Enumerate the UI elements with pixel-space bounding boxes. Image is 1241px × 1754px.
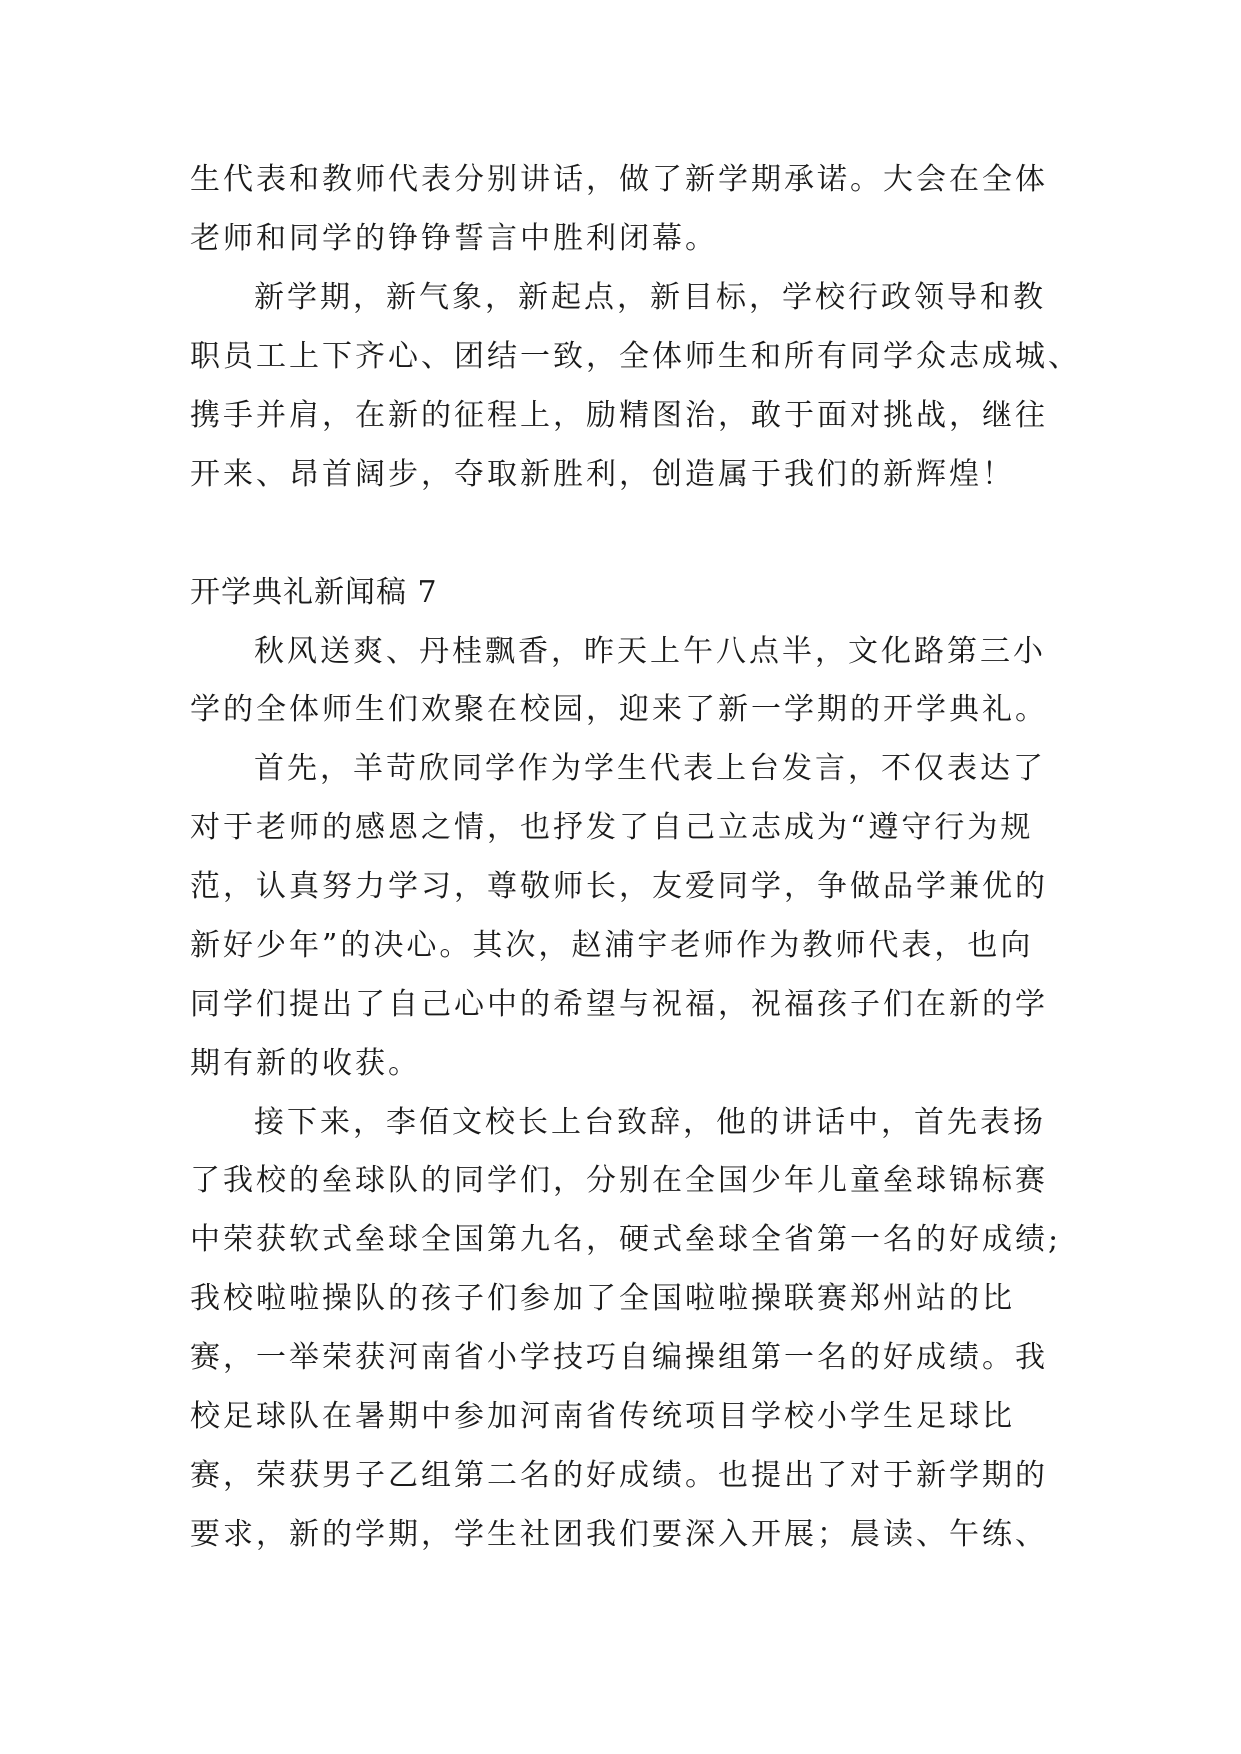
paragraph-line: 同学们提出了自己心中的希望与祝福，祝福孩子们在新的学 [190, 987, 1048, 1022]
paragraph-line: 学的全体师生们欢聚在校园，迎来了新一学期的开学典礼。 [190, 692, 1048, 727]
paragraph-line: 携手并肩，在新的征程上，励精图治，敢于面对挑战，继往 [190, 398, 1048, 433]
paragraph-line: 新好少年”的决心。其次，赵浦宇老师作为教师代表，也向 [190, 928, 1034, 963]
paragraph-line: 我校啦啦操队的孩子们参加了全国啦啦操联赛郑州站的比 [190, 1281, 1015, 1316]
paragraph-line: 接下来，李佰文校长上台致辞，他的讲话中，首先表扬 [254, 1105, 1046, 1140]
paragraph-line: 了我校的垒球队的同学们，分别在全国少年儿童垒球锦标赛 [190, 1163, 1048, 1198]
paragraph-line: 赛，一举荣获河南省小学技巧自编操组第一名的好成绩。我 [190, 1340, 1048, 1375]
paragraph-line: 对于老师的感恩之情，也抒发了自己立志成为“遵守行为规 [190, 810, 1034, 845]
paragraph-line: 秋风送爽、丹桂飘香，昨天上午八点半，文化路第三小 [254, 634, 1046, 669]
paragraph-line: 生代表和教师代表分别讲话，做了新学期承诺。大会在全体 [190, 162, 1048, 197]
paragraph-line: 老师和同学的铮铮誓言中胜利闭幕。 [190, 221, 718, 256]
section-title: 开学典礼新闻稿 7 [190, 575, 438, 610]
paragraph-line: 中荣获软式垒球全国第九名，硬式垒球全省第一名的好成绩; [190, 1222, 1062, 1257]
paragraph-line: 期有新的收获。 [190, 1046, 421, 1081]
paragraph-line: 要求，新的学期，学生社团我们要深入开展；晨读、午练、 [190, 1517, 1048, 1552]
paragraph-line: 校足球队在暑期中参加河南省传统项目学校小学生足球比 [190, 1399, 1015, 1434]
paragraph-line: 范，认真努力学习，尊敬师长，友爱同学，争做品学兼优的 [190, 869, 1048, 904]
paragraph-line: 新学期，新气象，新起点，新目标，学校行政领导和教 [254, 280, 1046, 315]
paragraph-line: 职员工上下齐心、团结一致，全体师生和所有同学众志成城、 [190, 339, 1081, 374]
paragraph-line: 赛，荣获男子乙组第二名的好成绩。也提出了对于新学期的 [190, 1458, 1048, 1493]
paragraph-line: 开来、昂首阔步，夺取新胜利，创造属于我们的新辉煌！ [190, 457, 1015, 492]
paragraph-line: 首先，羊苛欣同学作为学生代表上台发言，不仅表达了 [254, 751, 1046, 786]
